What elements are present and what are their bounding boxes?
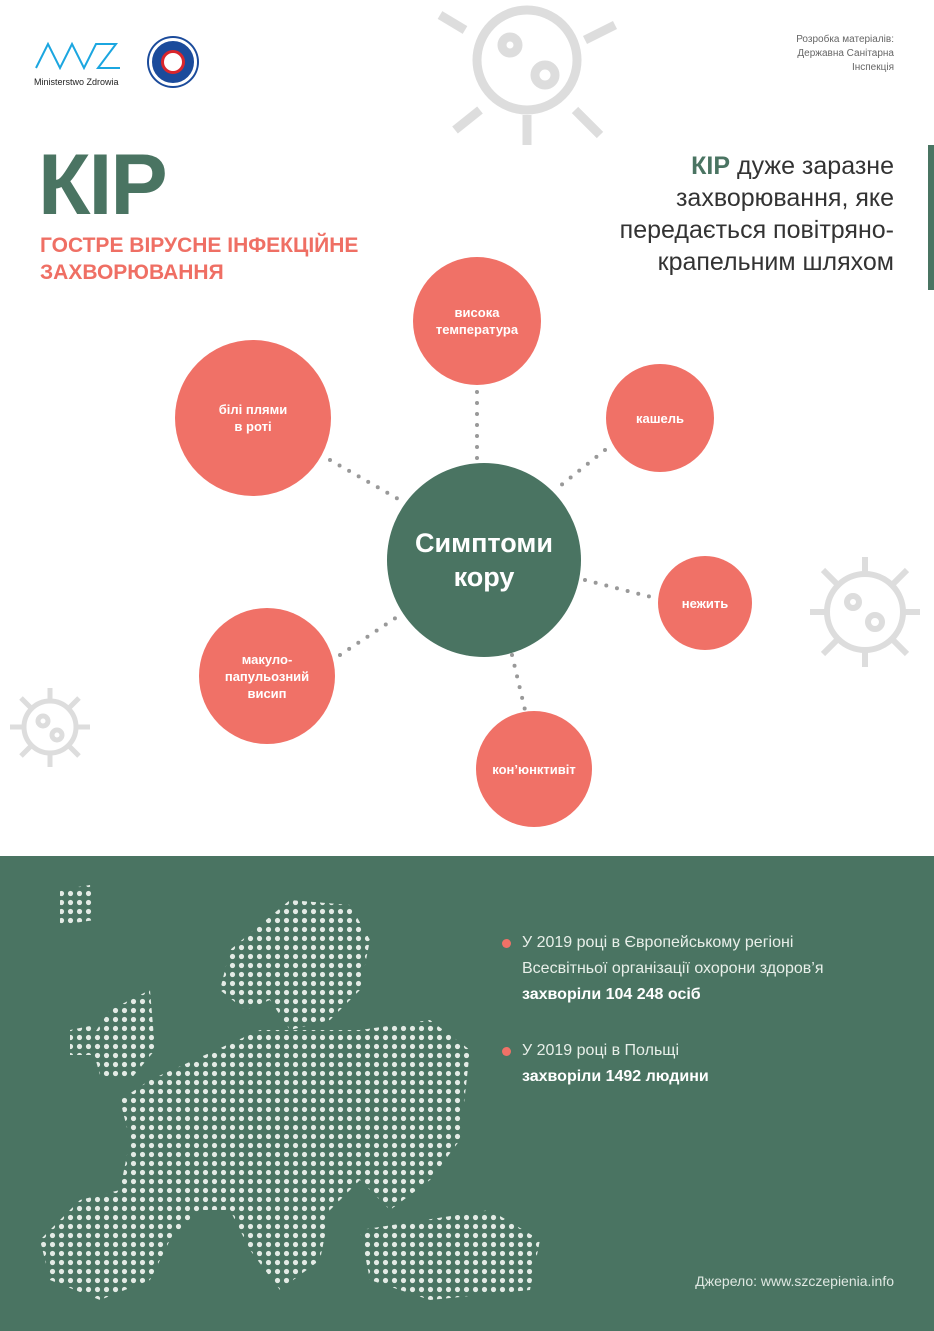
symptom-white-spots: білі плями в роті: [175, 340, 331, 496]
page-title: КІР: [38, 137, 166, 233]
subtitle-line: ЗАХВОРЮВАННЯ: [40, 261, 224, 284]
credit-line: Державна Санітарна: [797, 48, 894, 59]
stats-list: [500, 930, 860, 1120]
symptom-conjunctivitis: кон’юнктивіт: [476, 711, 592, 827]
symptom-rash: макуло- папульозний висип: [199, 608, 335, 744]
description-line: захворювання, яке: [675, 184, 894, 212]
europe-map: [30, 880, 550, 1320]
description-highlight: КІР: [691, 152, 731, 180]
ministry-logo: Ministerstwo Zdrowia: [34, 40, 124, 87]
stat-text: У 2019 році в Польщі: [522, 1042, 679, 1059]
symptom-high-fever: висока температура: [413, 257, 541, 385]
credit-line: Розробка матеріалів:: [796, 34, 894, 45]
stat-text: У 2019 році в Європейському регіоні Всесвітньої організації охорони здоров’я: [522, 934, 824, 977]
description-line: дуже заразне: [730, 152, 894, 180]
stat-highlight: захворіли 1492 людини: [522, 1068, 709, 1085]
description-line: передається повітряно-: [619, 216, 894, 244]
credit-line: Інспекція: [851, 62, 894, 73]
source-text: Джерело: www.szczepienia.info: [695, 1273, 894, 1289]
symptom-cough: кашель: [606, 364, 714, 472]
stat-highlight: захворіли 104 248 осіб: [522, 986, 701, 1003]
symptom-runny-nose: нежить: [658, 556, 752, 650]
description-line: крапельним шляхом: [657, 248, 894, 276]
stat-item: [500, 1038, 860, 1090]
stat-item: [500, 930, 860, 1008]
symptoms-center: Симптоми кору: [387, 463, 581, 657]
subtitle-line: ГОСТРЕ ВІРУСНЕ ІНФЕКЦІЙНЕ: [40, 234, 359, 257]
